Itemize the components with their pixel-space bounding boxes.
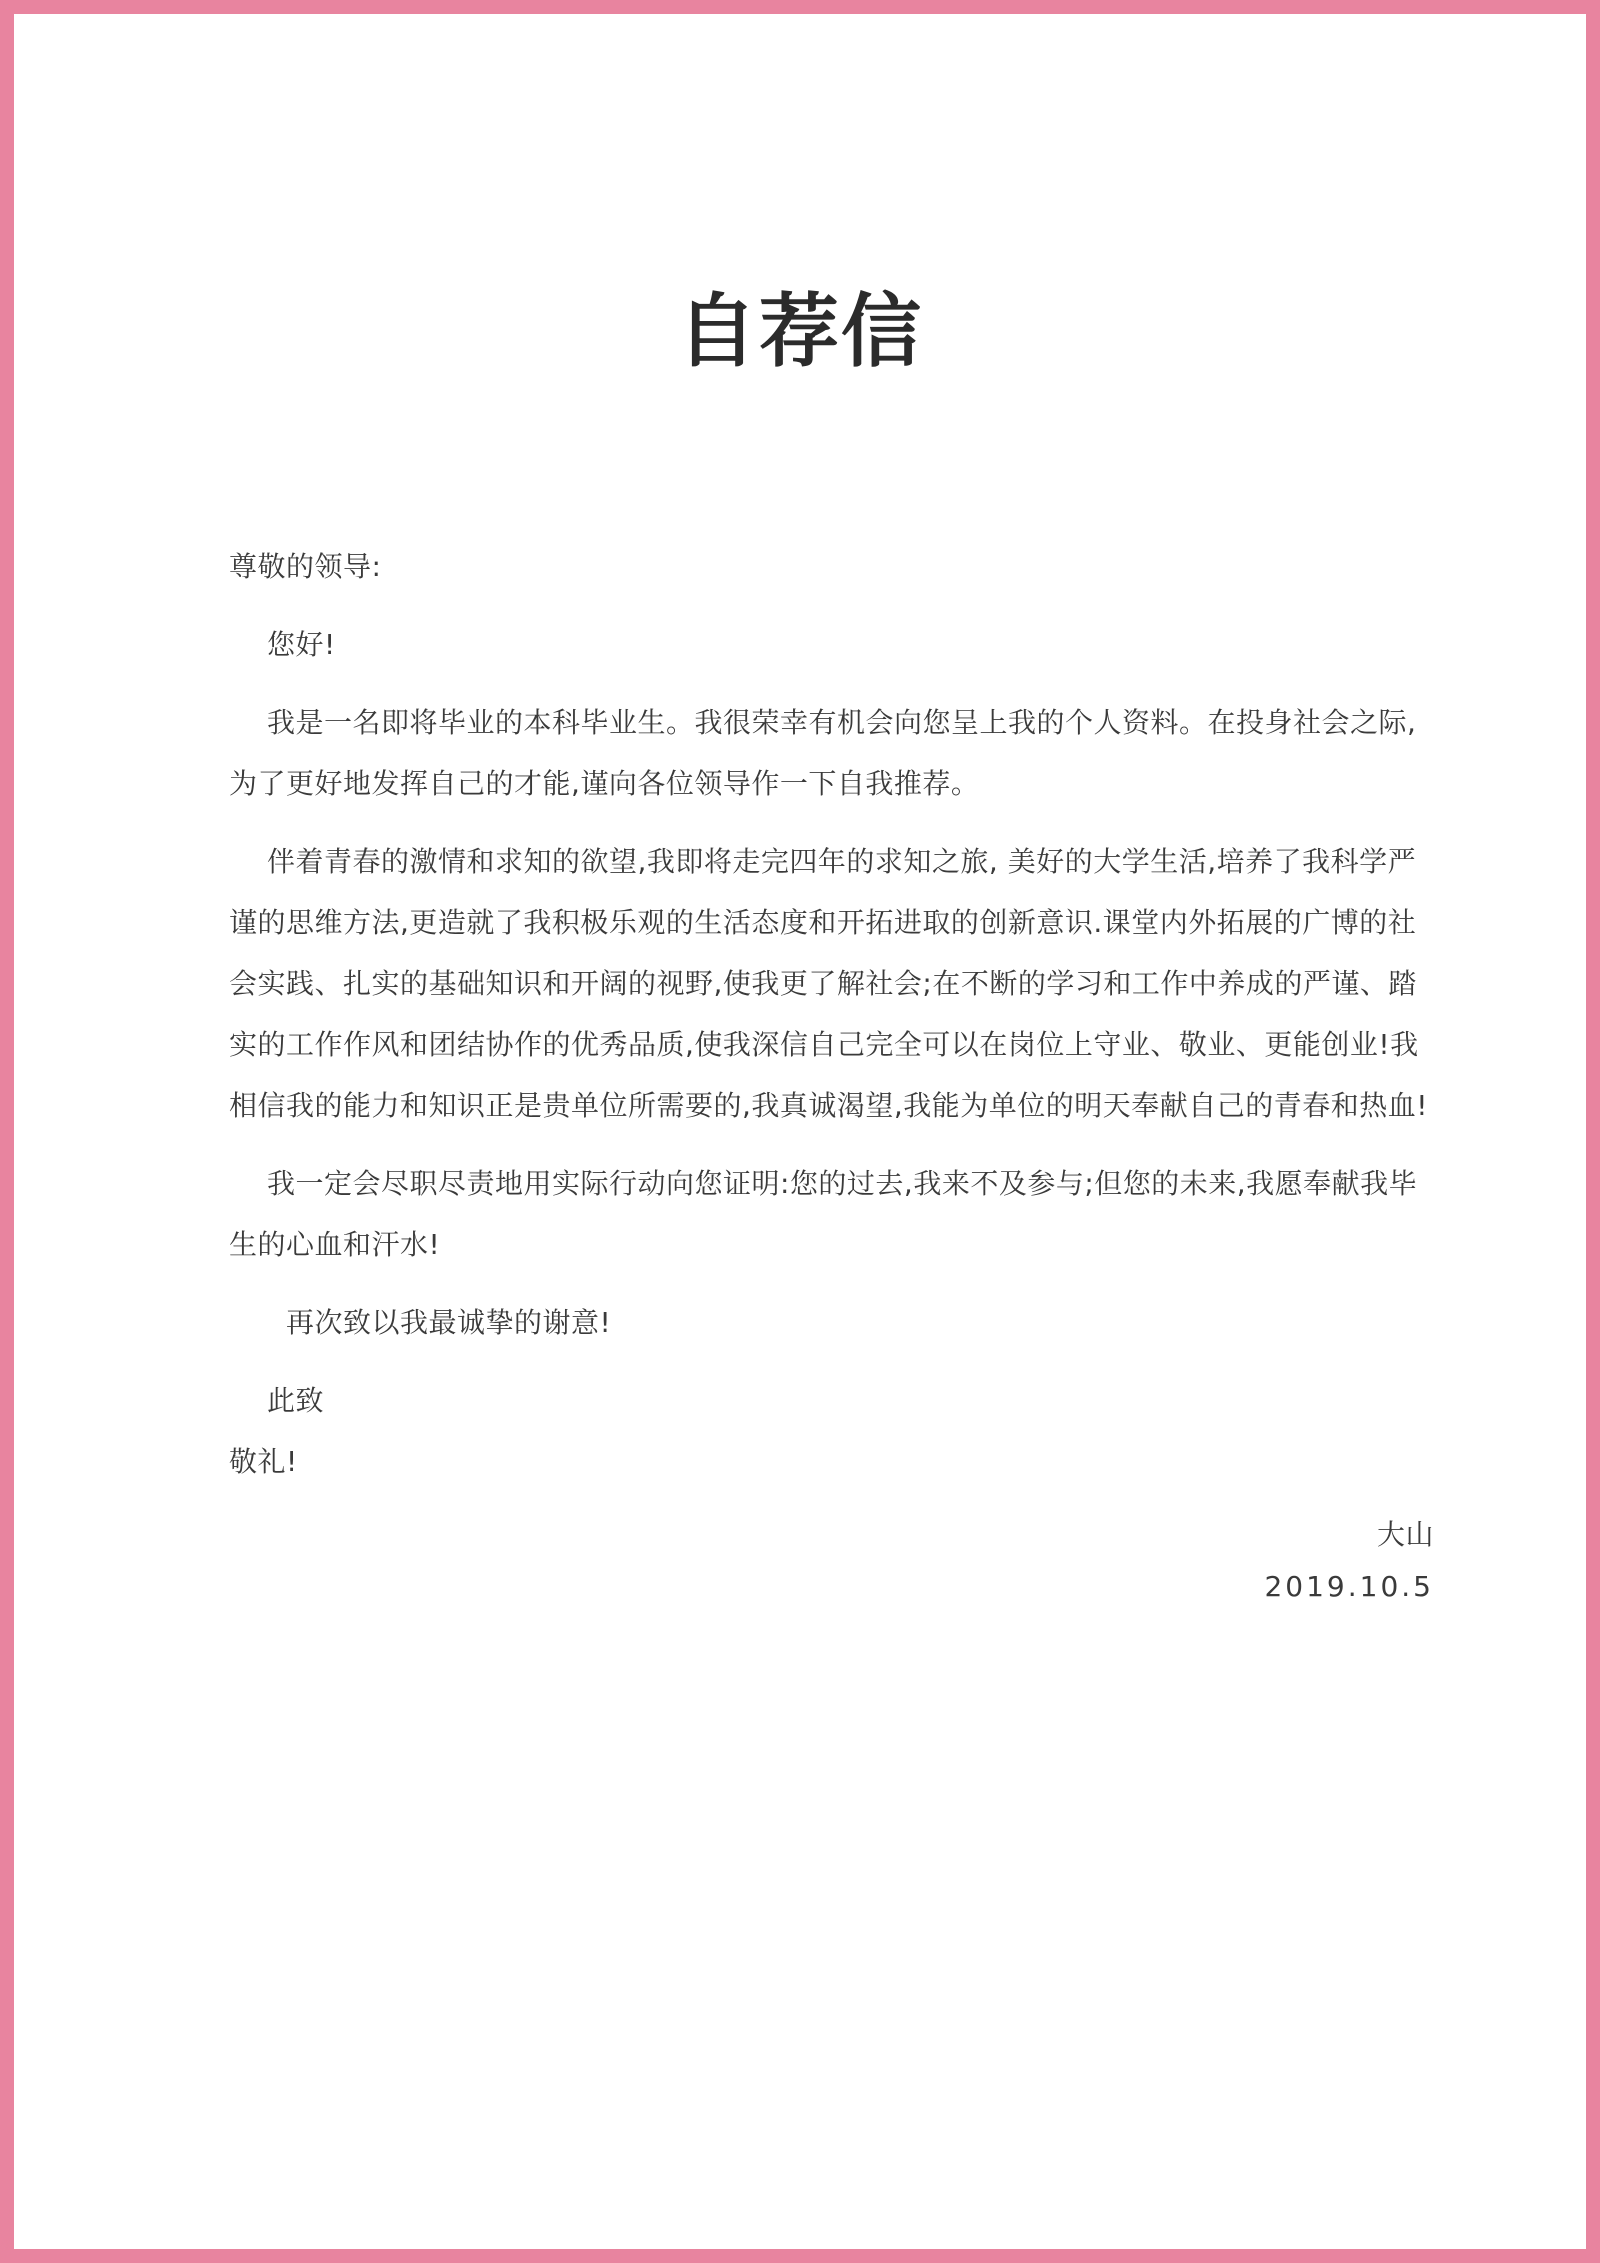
salutation: 尊敬的领导: — [229, 550, 382, 583]
letter-body — [229, 536, 1434, 1613]
page-title: 自荐信 — [677, 285, 923, 378]
closing-line-2: 敬礼! — [229, 1445, 298, 1478]
paragraph-commitment: 我一定会尽职尽责地用实际行动向您证明:您的过去,我来不及参与;但您的未来,我愿奉献我毕生的心血和汗水! — [229, 1167, 1418, 1261]
closing-line-1: 此致 — [267, 1384, 325, 1417]
paragraph-intro: 我是一名即将毕业的本科毕业生。我很荣幸有机会向您呈上我的个人资料。在投身社会之际,为了更好地发挥自己的才能,谨向各位领导作一下自我推荐。 — [229, 706, 1417, 800]
signature-date: 2019.10.5 — [1264, 1570, 1434, 1603]
greeting: 您好! — [267, 628, 336, 661]
signature-name: 大山 — [1376, 1518, 1434, 1551]
thanks-line: 再次致以我最诚挚的谢意! — [286, 1306, 612, 1339]
paragraph-qualities: 伴着青春的激情和求知的欲望,我即将走完四年的求知之旅, 美好的大学生活,培养了我科学严谨的思维方法,更造就了我积极乐观的生活态度和开拓进取的创新意识.课堂内外拓展的广博的社会实践、扎实的基础知识和开阔的视野,使我更了解社会;在不断的学习和工作中养成的严谨、踏实的工作作风和团结协作的优秀品质,使我深信自己完全可以在岗位上守业、敬业、更能创业!我相信我的能力和知识正是贵单位所需要的,我真诚渴望,我能为单位的明天奉献自己的青春和热血! — [229, 845, 1429, 1122]
